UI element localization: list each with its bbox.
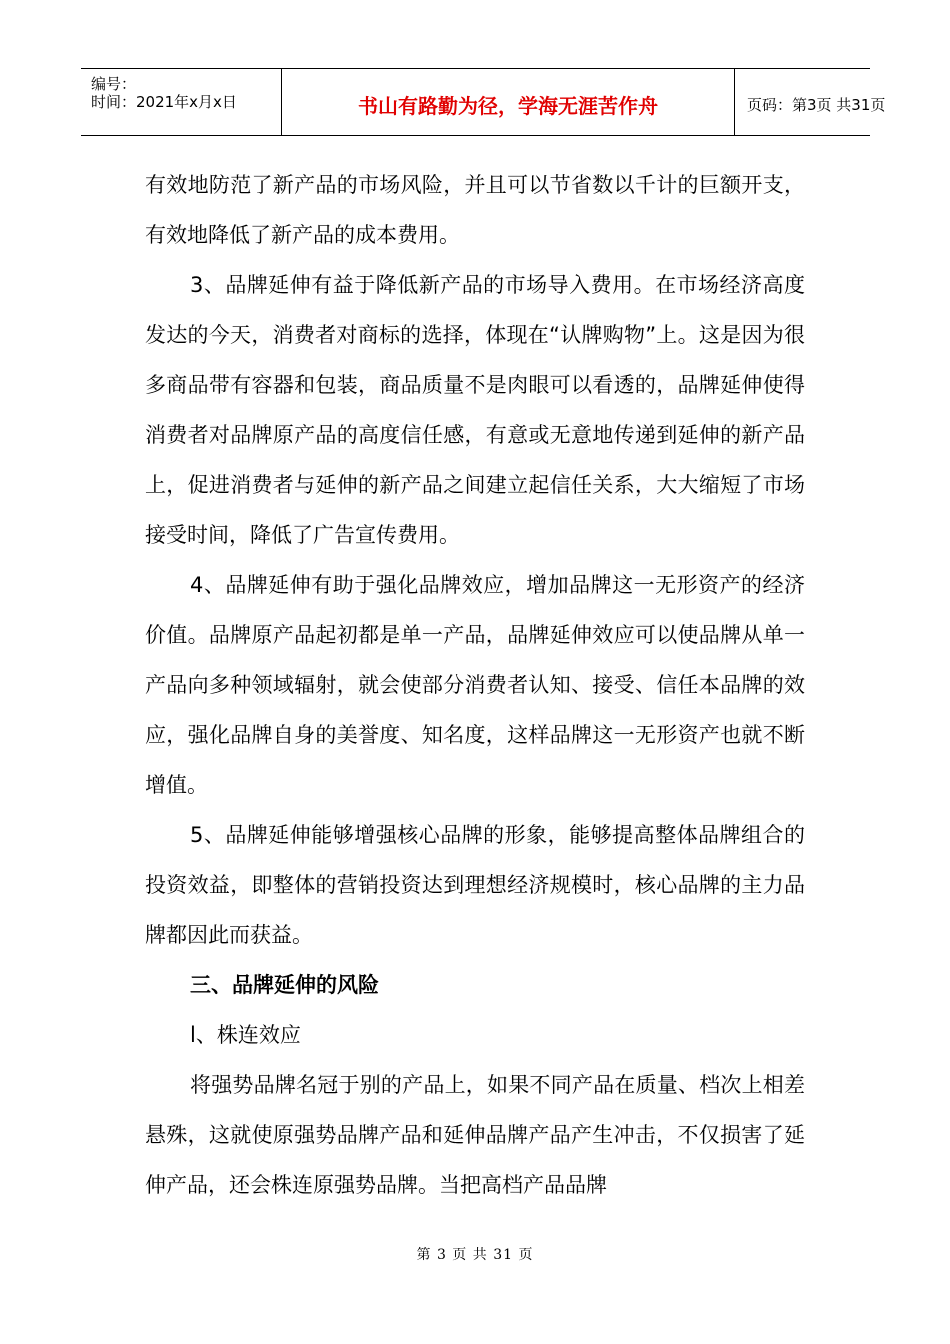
body-paragraph-4: 5、品牌延伸能够增强核心品牌的形象，能够提高整体品牌组合的投资效益，即整体的营销投资达到理想经济规模时，核心品牌的主力品牌都因此而获益。 [145, 823, 805, 947]
body-paragraph-2: 3、品牌延伸有益于降低新产品的市场导入费用。在市场经济高度发达的今天，消费者对商标的选择，体现在“认牌购物”上。这是因为很多商品带有容器和包装，商品质量不是肉眼可以看透的，品牌延伸使得消费者对品牌原产品的高度信任感，有意或无意地传递到延伸的新产品上，促进消费者与延伸的新产品之间建立起信任关系，大大缩短了市场接受时间，降低了广告宣传费用。 [145, 273, 805, 547]
header-meta-cell [81, 69, 282, 135]
document-header [81, 68, 886, 136]
header-page-info: 页码：第3页 共31页 [747, 95, 886, 114]
page-footer: 第 3 页 共 31 页 [416, 1247, 534, 1263]
subsection-heading: l、株连效应 [190, 1023, 301, 1047]
document-time-label: 时间：2021年x月x日 [91, 93, 237, 111]
body-paragraph-3: 4、品牌延伸有助于强化品牌效应，增加品牌这一无形资产的经济价值。品牌原产品起初都是单一产品，品牌延伸效应可以使品牌从单一产品向多种领域辐射，就会使部分消费者认知、接受、信任本品牌的效应，强化品牌自身的美誉度、知名度，这样品牌这一无形资产也就不断增值。 [145, 573, 805, 797]
body-paragraph-1: 有效地防范了新产品的市场风险，并且可以节省数以千计的巨额开支，有效地降低了新产品的成本费用。 [145, 173, 805, 247]
document-number-label: 编号： [91, 75, 137, 93]
document-body [145, 160, 805, 1210]
body-paragraph-5: 将强势品牌名冠于别的产品上，如果不同产品在质量、档次上相差悬殊，这就使原强势品牌产品和延伸品牌产品产生冲击，不仅损害了延伸产品，还会株连原强势品牌。当把高档产品品牌 [145, 1073, 805, 1197]
header-motto: 书山有路勤为径，学海无涯苦作舟 [282, 69, 735, 135]
section-heading: 三、品牌延伸的风险 [190, 973, 379, 997]
